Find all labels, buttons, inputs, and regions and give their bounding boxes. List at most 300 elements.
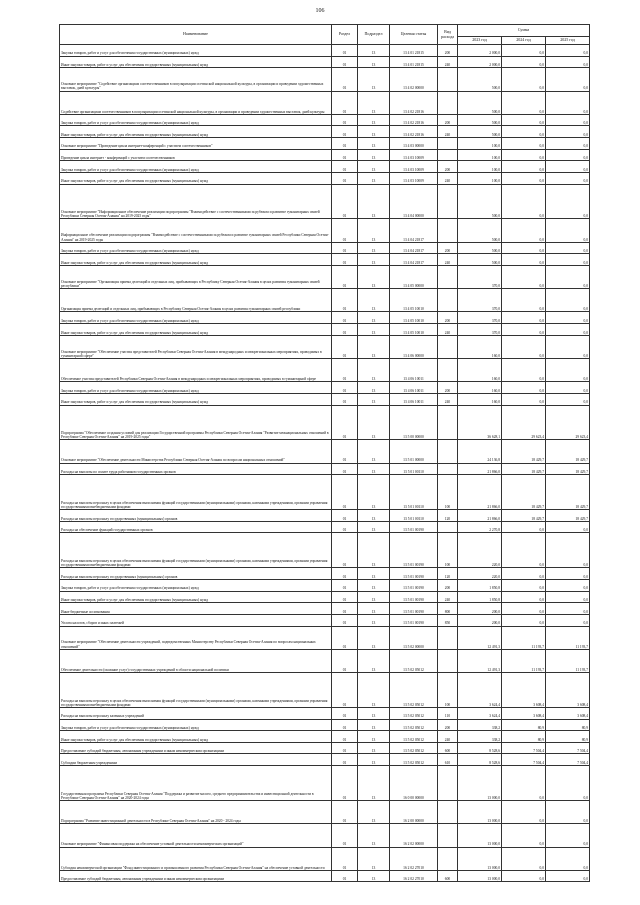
table-body	[60, 45, 590, 882]
row-subsection: 13	[358, 521, 390, 533]
row-sum-2025: 0,0	[546, 324, 590, 336]
row-expense-type: 800	[438, 603, 458, 615]
table-row	[60, 463, 590, 475]
table-row	[60, 312, 590, 324]
row-sum-2024: 3 608,4	[502, 707, 546, 719]
row-sum-2023: 3 624,4	[458, 707, 502, 719]
row-section: 01	[332, 68, 358, 91]
row-subsection: 13	[358, 800, 390, 823]
row-name: Расходы на выплаты персоналу государственных (муниципальных) органов	[60, 510, 332, 522]
row-subsection: 13	[358, 184, 390, 219]
row-target-article: 16 2 02 27010	[390, 847, 438, 870]
row-sum-2024: 0,0	[502, 824, 546, 847]
table-row	[60, 335, 590, 358]
row-subsection: 13	[358, 603, 390, 615]
row-sum-2024: 0,0	[502, 289, 546, 312]
table-row	[60, 359, 590, 382]
row-expense-type	[438, 405, 458, 440]
row-sum-2025: 0,0	[546, 393, 590, 405]
row-sum-2023: 8 528,6	[458, 742, 502, 754]
row-target-article: 16 2 02 00000	[390, 824, 438, 847]
row-sum-2025: 0,0	[546, 591, 590, 603]
row-section: 01	[332, 265, 358, 288]
row-name: Обеспечение деятельности (оказание услуг) государственных учреждений в области национальной политики	[60, 649, 332, 672]
row-section: 01	[332, 766, 358, 801]
row-expense-type: 240	[438, 393, 458, 405]
row-subsection: 13	[358, 870, 390, 882]
row-sum-2023: 200,0	[458, 603, 502, 615]
row-sum-2025: 0,0	[546, 161, 590, 173]
row-expense-type: 200	[438, 161, 458, 173]
row-sum-2023: 8 528,6	[458, 754, 502, 766]
row-subsection: 13	[358, 312, 390, 324]
row-sum-2024: 0,0	[502, 580, 546, 592]
row-sum-2025: 0,0	[546, 56, 590, 68]
row-sum-2023: 500,0	[458, 219, 502, 242]
row-sum-2025: 0,0	[546, 289, 590, 312]
row-sum-2024: 0,0	[502, 114, 546, 126]
row-name: Иные закупки товаров, работ и услуг для обеспечения государственных (муниципальных) нужд	[60, 254, 332, 266]
row-subsection: 13	[358, 533, 390, 568]
row-sum-2025: 0,0	[546, 359, 590, 382]
row-sum-2025: 0,0	[546, 800, 590, 823]
row-sum-2025: 0,0	[546, 91, 590, 114]
row-section: 01	[332, 719, 358, 731]
row-subsection: 13	[358, 847, 390, 870]
header-expense-type: Вид расхода	[438, 25, 458, 45]
row-sum-2025: 0,0	[546, 68, 590, 91]
row-sum-2024: 0,0	[502, 242, 546, 254]
row-target-article: 13 5 01 00190	[390, 568, 438, 580]
table-row	[60, 649, 590, 672]
row-sum-2023: 220,0	[458, 568, 502, 580]
row-sum-2025: 7 504,4	[546, 742, 590, 754]
row-section: 01	[332, 510, 358, 522]
row-section: 01	[332, 56, 358, 68]
row-expense-type: 200	[438, 719, 458, 731]
row-section: 01	[332, 393, 358, 405]
row-name: Закупка товаров, работ и услуг для обеспечения государственных (муниципальных) нужд	[60, 719, 332, 731]
row-expense-type	[438, 626, 458, 649]
table-row	[60, 870, 590, 882]
row-sum-2024: 0,0	[502, 126, 546, 138]
row-name: Закупка товаров, работ и услуг для обеспечения государственных (муниципальных) нужд	[60, 382, 332, 394]
row-sum-2024: 0,0	[502, 870, 546, 882]
row-sum-2024: 0,0	[502, 254, 546, 266]
row-sum-2024: 0,0	[502, 184, 546, 219]
row-target-article: 13 4 03 10009	[390, 161, 438, 173]
row-sum-2025: 0,0	[546, 45, 590, 57]
row-expense-type	[438, 335, 458, 358]
row-subsection: 13	[358, 591, 390, 603]
row-sum-2023: 3 624,4	[458, 673, 502, 708]
row-name: Закупка товаров, работ и услуг для обеспечения государственных (муниципальных) нужд	[60, 242, 332, 254]
row-name: Закупка товаров, работ и услуг для обеспечения государственных (муниципальных) нужд	[60, 45, 332, 57]
row-target-article: 13 5 01 00110	[390, 463, 438, 475]
row-subsection: 13	[358, 289, 390, 312]
row-subsection: 13	[358, 91, 390, 114]
row-expense-type	[438, 847, 458, 870]
row-target-article: 13 5 01 00110	[390, 475, 438, 510]
row-sum-2023: 500,0	[458, 91, 502, 114]
row-sum-2025: 0,0	[546, 580, 590, 592]
row-sum-2024: 0,0	[502, 335, 546, 358]
row-sum-2024: 0,0	[502, 800, 546, 823]
row-expense-type: 240	[438, 324, 458, 336]
row-section: 01	[332, 149, 358, 161]
row-sum-2024: 80,9	[502, 731, 546, 743]
row-name: Иные закупки товаров, работ и услуг для обеспечения государственных (муниципальных) нужд	[60, 324, 332, 336]
row-subsection: 13	[358, 68, 390, 91]
row-sum-2024: 0,0	[502, 45, 546, 57]
row-sum-2025: 3 608,4	[546, 707, 590, 719]
row-sum-2025: 11 193,7	[546, 649, 590, 672]
row-expense-type	[438, 440, 458, 463]
row-sum-2025: 0,0	[546, 603, 590, 615]
row-sum-2023: 500,0	[458, 126, 502, 138]
table-row	[60, 184, 590, 219]
table-row	[60, 603, 590, 615]
row-sum-2024: 0,0	[502, 91, 546, 114]
row-subsection: 13	[358, 742, 390, 754]
row-section: 01	[332, 731, 358, 743]
row-expense-type: 110	[438, 707, 458, 719]
row-target-article: 13 4 06 10011	[390, 393, 438, 405]
header-target-article: Целевая статья	[390, 25, 438, 45]
row-section: 01	[332, 614, 358, 626]
row-sum-2025: 3 608,4	[546, 673, 590, 708]
row-sum-2025: 80,9	[546, 719, 590, 731]
row-section: 01	[332, 172, 358, 184]
row-section: 01	[332, 754, 358, 766]
row-sum-2025: 0,0	[546, 568, 590, 580]
table-row	[60, 68, 590, 91]
row-name: Уплата налогов, сборов и иных платежей	[60, 614, 332, 626]
table-row	[60, 766, 590, 801]
row-target-article: 13 5 01 00190	[390, 533, 438, 568]
row-section: 01	[332, 824, 358, 847]
row-target-article: 13 4 04 00000	[390, 184, 438, 219]
row-name: Проведение цикла интернет - конференций с участием соотечественников	[60, 149, 332, 161]
row-sum-2025: 80,9	[546, 731, 590, 743]
table-row	[60, 475, 590, 510]
row-name: Основное мероприятие "Обеспечение деятельности учреждений, подведомственных Министерству Республики Северная Осетия-Алания по вопросам национальных отношений"	[60, 626, 332, 649]
row-subsection: 13	[358, 719, 390, 731]
table-row	[60, 591, 590, 603]
table-row	[60, 219, 590, 242]
row-name: Государственная программа Республики Северная Осетия-Алания "Поддержка и развитие малого, среднего предпринимательства и инвестиционной деятельности в Республике Северная Осетия-Алания" на 2020-2024 годы	[60, 766, 332, 801]
table-row	[60, 580, 590, 592]
row-name: Основное мероприятие "Содействие организациям соотечественников в популяризации осетинской национальной культуры, в организации и проведении художественных выставок, дней культуры"	[60, 68, 332, 91]
table-row	[60, 533, 590, 568]
row-target-article: 13 4 01 21815	[390, 56, 438, 68]
row-name: Иные закупки товаров, работ и услуг для обеспечения государственных (муниципальных) нужд	[60, 393, 332, 405]
row-sum-2024: 0,0	[502, 568, 546, 580]
row-section: 01	[332, 649, 358, 672]
row-section: 01	[332, 580, 358, 592]
row-sum-2023: 24 136,8	[458, 440, 502, 463]
row-subsection: 13	[358, 114, 390, 126]
row-sum-2024: 18 429,7	[502, 440, 546, 463]
row-expense-type	[438, 91, 458, 114]
row-expense-type: 200	[438, 242, 458, 254]
row-expense-type: 200	[438, 382, 458, 394]
row-sum-2023: 2 000,0	[458, 56, 502, 68]
row-sum-2024: 0,0	[502, 591, 546, 603]
row-subsection: 13	[358, 56, 390, 68]
table-row	[60, 265, 590, 288]
table-row	[60, 673, 590, 708]
row-sum-2025: 0,0	[546, 114, 590, 126]
header-year-2023: 2023 год	[458, 37, 502, 45]
row-sum-2023: 500,0	[458, 242, 502, 254]
table-row	[60, 626, 590, 649]
row-subsection: 13	[358, 335, 390, 358]
row-subsection: 13	[358, 405, 390, 440]
row-sum-2025: 0,0	[546, 184, 590, 219]
row-name: Обеспечение участия представителей Республики Северная Осетия-Алания в международных и межрегиональных мероприятиях, проводимых в гуманитарной сфере	[60, 359, 332, 382]
row-section: 01	[332, 359, 358, 382]
row-subsection: 13	[358, 265, 390, 288]
row-expense-type	[438, 68, 458, 91]
row-sum-2025: 0,0	[546, 254, 590, 266]
row-sum-2023: 500,0	[458, 114, 502, 126]
row-expense-type: 600	[438, 742, 458, 754]
row-sum-2025: 0,0	[546, 242, 590, 254]
row-sum-2023: 13 000,0	[458, 766, 502, 801]
row-expense-type	[438, 824, 458, 847]
row-sum-2025: 0,0	[546, 126, 590, 138]
row-target-article: 13 4 06 10011	[390, 359, 438, 382]
row-target-article: 16 0 00 00000	[390, 766, 438, 801]
row-sum-2025: 0,0	[546, 219, 590, 242]
row-target-article: 13 5 01 00190	[390, 591, 438, 603]
table-row	[60, 719, 590, 731]
row-section: 01	[332, 138, 358, 150]
row-sum-2025: 0,0	[546, 870, 590, 882]
row-target-article: 13 5 01 00000	[390, 440, 438, 463]
row-subsection: 13	[358, 614, 390, 626]
row-sum-2023: 100,0	[458, 161, 502, 173]
row-subsection: 13	[358, 440, 390, 463]
row-sum-2025: 18 429,7	[546, 463, 590, 475]
row-expense-type	[438, 149, 458, 161]
row-target-article: 13 4 05 00000	[390, 265, 438, 288]
row-subsection: 13	[358, 626, 390, 649]
row-name: Расходы на выплаты персоналу государственных (муниципальных) органов	[60, 568, 332, 580]
table-row	[60, 149, 590, 161]
row-subsection: 13	[358, 754, 390, 766]
row-subsection: 13	[358, 707, 390, 719]
row-name: Закупка товаров, работ и услуг для обеспечения государственных (муниципальных) нужд	[60, 312, 332, 324]
row-section: 01	[332, 626, 358, 649]
row-sum-2024: 0,0	[502, 382, 546, 394]
row-expense-type: 240	[438, 172, 458, 184]
row-target-article: 13 4 05 10010	[390, 289, 438, 312]
budget-table	[59, 24, 590, 882]
row-target-article: 13 4 03 10009	[390, 172, 438, 184]
row-expense-type: 240	[438, 731, 458, 743]
row-sum-2024: 0,0	[502, 56, 546, 68]
row-sum-2024: 7 504,4	[502, 742, 546, 754]
row-expense-type	[438, 800, 458, 823]
row-sum-2025: 0,0	[546, 335, 590, 358]
row-expense-type: 200	[438, 114, 458, 126]
row-sum-2023: 12 491,3	[458, 649, 502, 672]
row-target-article: 13 4 04 21817	[390, 242, 438, 254]
table-row	[60, 91, 590, 114]
row-sum-2025: 0,0	[546, 312, 590, 324]
row-sum-2025: 11 193,7	[546, 626, 590, 649]
row-sum-2023: 13 000,0	[458, 800, 502, 823]
table-row	[60, 824, 590, 847]
row-sum-2025: 0,0	[546, 138, 590, 150]
row-sum-2023: 21 866,0	[458, 510, 502, 522]
row-sum-2023: 160,0	[458, 382, 502, 394]
row-sum-2024: 0,0	[502, 68, 546, 91]
row-sum-2023: 370,0	[458, 265, 502, 288]
row-name: Основное мероприятие "Организация приема делегаций и отдельных лиц, прибывающих в Республику Северная Осетия-Алания в целях развития гуманитарных связей республики"	[60, 265, 332, 288]
row-sum-2023: 1 850,8	[458, 591, 502, 603]
row-sum-2024: 0,0	[502, 172, 546, 184]
page-number: 106	[315, 8, 325, 14]
row-expense-type: 600	[438, 870, 458, 882]
row-sum-2023: 338,2	[458, 719, 502, 731]
row-expense-type: 120	[438, 510, 458, 522]
row-target-article: 13 5 02 05012	[390, 649, 438, 672]
row-expense-type: 240	[438, 56, 458, 68]
row-target-article: 13 5 02 05012	[390, 719, 438, 731]
row-name: Расходы на выплаты персоналу казенных учреждений	[60, 707, 332, 719]
row-name: Расходы на выплаты персоналу в целях обеспечения выполнения функций государственными (муниципальными) органами, казенными учреждениями, органами управления государственными внебюджетными фондами	[60, 475, 332, 510]
row-sum-2023: 100,0	[458, 138, 502, 150]
row-sum-2025: 18 429,7	[546, 510, 590, 522]
table-row	[60, 114, 590, 126]
table-row	[60, 614, 590, 626]
row-name: Иные закупки товаров, работ и услуг для обеспечения государственных (муниципальных) нужд	[60, 172, 332, 184]
row-subsection: 13	[358, 649, 390, 672]
row-sum-2024: 0,0	[502, 766, 546, 801]
row-name: Организация приема делегаций и отдельных лиц, прибывающих в Республику Северная Осетия-Алания в целях развития гуманитарных связей республики	[60, 289, 332, 312]
row-sum-2024: 0,0	[502, 614, 546, 626]
row-target-article: 13 4 02 21816	[390, 114, 438, 126]
row-sum-2024: 80,9	[502, 719, 546, 731]
row-sum-2024: 11 193,7	[502, 649, 546, 672]
row-target-article: 16 2 02 27010	[390, 870, 438, 882]
row-subsection: 13	[358, 580, 390, 592]
row-name: Расходы на выплаты по оплате труда работников государственных органов	[60, 463, 332, 475]
row-sum-2025: 0,0	[546, 265, 590, 288]
row-section: 01	[332, 335, 358, 358]
row-target-article: 13 5 02 05012	[390, 731, 438, 743]
row-sum-2025: 0,0	[546, 847, 590, 870]
row-expense-type: 100	[438, 533, 458, 568]
row-sum-2023: 500,0	[458, 68, 502, 91]
row-target-article: 13 4 04 21817	[390, 254, 438, 266]
table-row	[60, 405, 590, 440]
row-sum-2023: 370,0	[458, 312, 502, 324]
row-sum-2024: 0,0	[502, 265, 546, 288]
table-row	[60, 521, 590, 533]
row-subsection: 13	[358, 242, 390, 254]
table-row	[60, 242, 590, 254]
row-sum-2023: 13 000,0	[458, 847, 502, 870]
row-section: 01	[332, 603, 358, 615]
row-expense-type	[438, 359, 458, 382]
row-sum-2023: 338,2	[458, 731, 502, 743]
row-sum-2023: 2 000,0	[458, 45, 502, 57]
row-expense-type	[438, 138, 458, 150]
row-sum-2024: 0,0	[502, 533, 546, 568]
row-subsection: 13	[358, 673, 390, 708]
row-section: 01	[332, 184, 358, 219]
row-name: Информационное обеспечение реализации подпрограммы "Взаимодействие с соотечественниками за рубежом и развитие гуманитарных связей Республики Северная Осетия-Алания" на 2019-2025 годы	[60, 219, 332, 242]
row-expense-type	[438, 766, 458, 801]
row-section: 01	[332, 847, 358, 870]
row-target-article: 13 5 01 00190	[390, 521, 438, 533]
row-section: 01	[332, 568, 358, 580]
row-section: 01	[332, 870, 358, 882]
row-section: 01	[332, 405, 358, 440]
row-sum-2025: 0,0	[546, 382, 590, 394]
row-section: 01	[332, 126, 358, 138]
row-name: Расходы на обеспечение функций государственных органов	[60, 521, 332, 533]
row-sum-2024: 0,0	[502, 161, 546, 173]
row-section: 01	[332, 161, 358, 173]
row-section: 01	[332, 312, 358, 324]
row-name: Закупка товаров, работ и услуг для обеспечения государственных (муниципальных) нужд	[60, 161, 332, 173]
row-sum-2023: 160,0	[458, 359, 502, 382]
row-subsection: 13	[358, 824, 390, 847]
row-sum-2023: 100,0	[458, 172, 502, 184]
row-name: Расходы на выплаты персоналу в целях обеспечения выполнения функций государственными (муниципальными) органами, казенными учреждениями, органами управления государственными внебюджетными фондами	[60, 673, 332, 708]
row-subsection: 13	[358, 766, 390, 801]
row-target-article: 13 5 02 05012	[390, 707, 438, 719]
table-row	[60, 254, 590, 266]
row-target-article: 13 4 05 10010	[390, 324, 438, 336]
row-section: 01	[332, 242, 358, 254]
row-sum-2024: 0,0	[502, 359, 546, 382]
row-sum-2024: 0,0	[502, 138, 546, 150]
row-target-article: 13 5 02 05012	[390, 673, 438, 708]
row-sum-2025: 18 429,7	[546, 475, 590, 510]
row-sum-2024: 7 504,4	[502, 754, 546, 766]
row-section: 01	[332, 521, 358, 533]
row-sum-2023: 2 270,8	[458, 521, 502, 533]
row-section: 01	[332, 800, 358, 823]
row-section: 01	[332, 475, 358, 510]
table-row	[60, 382, 590, 394]
row-sum-2025: 0,0	[546, 824, 590, 847]
row-name: Субсидии бюджетным учреждениям	[60, 754, 332, 766]
row-sum-2023: 12 491,3	[458, 626, 502, 649]
row-section: 01	[332, 324, 358, 336]
table-row	[60, 800, 590, 823]
table-row	[60, 45, 590, 57]
row-section: 01	[332, 114, 358, 126]
row-sum-2024: 0,0	[502, 219, 546, 242]
row-subsection: 13	[358, 475, 390, 510]
row-sum-2025: 0,0	[546, 172, 590, 184]
row-subsection: 13	[358, 254, 390, 266]
row-sum-2024: 18 429,7	[502, 463, 546, 475]
header-sum: Сумма	[458, 25, 590, 37]
table-row	[60, 707, 590, 719]
row-expense-type	[438, 463, 458, 475]
row-sum-2023: 370,0	[458, 289, 502, 312]
row-expense-type	[438, 289, 458, 312]
row-sum-2023: 100,0	[458, 149, 502, 161]
